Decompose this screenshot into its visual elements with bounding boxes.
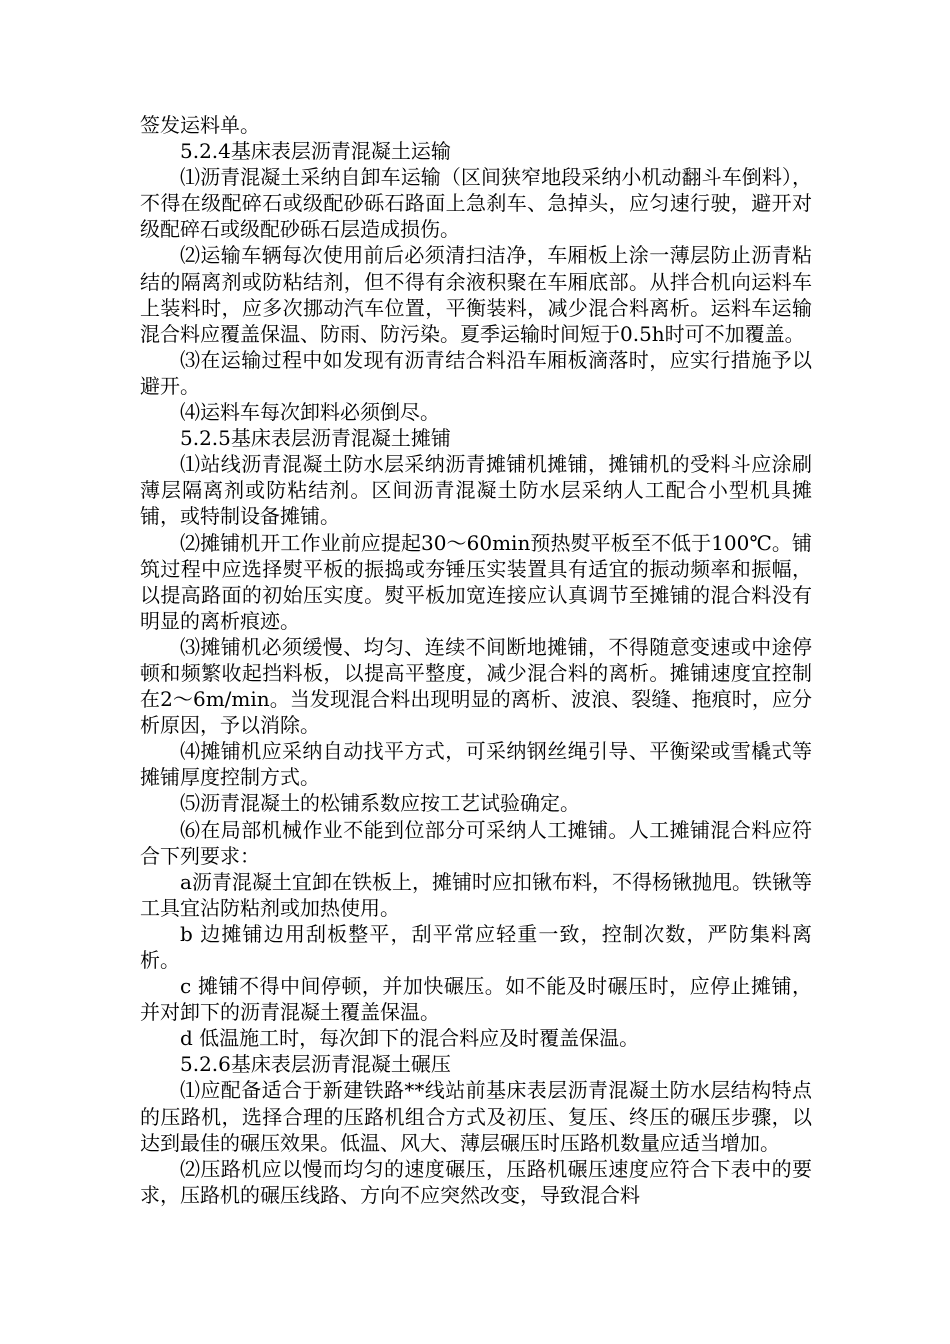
document-body xyxy=(140,112,812,1208)
list-item-b: b 边摊铺边用刮板整平，刮平常应轻重一致，控制次数，严防集料离析。 xyxy=(140,921,812,972)
section-heading-5-2-5: 5.2.5基床表层沥青混凝土摊铺 xyxy=(180,426,451,451)
paragraph: ⑴站线沥青混凝土防水层采纳沥青摊铺机摊铺，摊铺机的受料斗应涂刷薄层隔离剂或防粘结剂。区间沥青混凝土防水层采纳人工配合小型机具摊铺，或特制设备摊铺。 xyxy=(140,452,812,529)
paragraph: ⑶摊铺机必须缓慢、均匀、连续不间断地摊铺，不得随意变速或中途停顿和频繁收起挡料板，以提高平整度，减少混合料的离析。摊铺速度宜控制在2～6m/min。当发现混合料出现明显的离析、波浪、裂缝、拖痕时，应分析原因，予以消除。 xyxy=(140,634,812,738)
section-heading-5-2-6: 5.2.6基床表层沥青混凝土碾压 xyxy=(180,1052,451,1077)
paragraph: ⑵摊铺机开工作业前应提起30～60min预热熨平板至不低于100℃。铺筑过程中应选择熨平板的振捣或夯锤压实装置具有适宜的振动频率和振幅，以提高路面的初始压实度。熨平板加宽连接应认真调节至摊铺的混合料没有明显的离析痕迹。 xyxy=(140,530,812,633)
paragraph: ⑷摊铺机应采纳自动找平方式，可采纳钢丝绳引导、平衡梁或雪橇式等摊铺厚度控制方式。 xyxy=(140,739,812,790)
paragraph: ⑹在局部机械作业不能到位部分可采纳人工摊铺。人工摊铺混合料应符合下列要求： xyxy=(140,817,812,868)
list-item-a: a沥青混凝土宜卸在铁板上，摊铺时应扣锹布料，不得杨锹抛甩。铁锹等工具宜沾防粘剂或加热使用。 xyxy=(140,869,812,920)
list-item-d: d 低温施工时，每次卸下的混合料应及时覆盖保温。 xyxy=(180,1026,640,1051)
paragraph: ⑵压路机应以慢而均匀的速度碾压，压路机碾压速度应符合下表中的要求，压路机的碾压线路、方向不应突然改变，导致混合料 xyxy=(140,1156,812,1207)
paragraph: ⑴沥青混凝土采纳自卸车运输（区间狭窄地段采纳小机动翻斗车倒料），不得在级配碎石或级配砂砾石路面上急刹车、急掉头，应匀速行驶，避开对级配碎石或级配砂砾石层造成损伤。 xyxy=(140,165,812,242)
paragraph: ⑴应配备适合于新建铁路**线站前基床表层沥青混凝土防水层结构特点的压路机，选择合理的压路机组合方式及初压、复压、终压的碾压步骤，以达到最佳的碾压效果。低温、风大、薄层碾压时压路机数量应适当增加。 xyxy=(140,1078,812,1155)
section-heading-5-2-4: 5.2.4基床表层沥青混凝土运输 xyxy=(180,139,451,164)
paragraph: ⑷运料车每次卸料必须倒尽。 xyxy=(180,400,440,425)
paragraph: ⑸沥青混凝土的松铺系数应按工艺试验确定。 xyxy=(180,791,580,816)
list-item-c: c 摊铺不得中间停顿，并加快碾压。如不能及时碾压时，应停止摊铺，并对卸下的沥青混凝土覆盖保温。 xyxy=(140,974,812,1025)
paragraph-continuation: 签发运料单。 xyxy=(140,113,260,137)
paragraph: ⑵运输车辆每次使用前后必须清扫洁净，车厢板上涂一薄层防止沥青粘结的隔离剂或防粘结剂，但不得有余液积聚在车厢底部。从拌合机向运料车上装料时，应多次挪动汽车位置，平衡装料，减少混合料离析。运料车运输混合料应覆盖保温、防雨、防污染。夏季运输时间短于0.5h时可不加覆盖。 xyxy=(140,243,812,346)
paragraph: ⑶在运输过程中如发现有沥青结合料沿车厢板滴落时，应实行措施予以避开。 xyxy=(140,347,812,398)
